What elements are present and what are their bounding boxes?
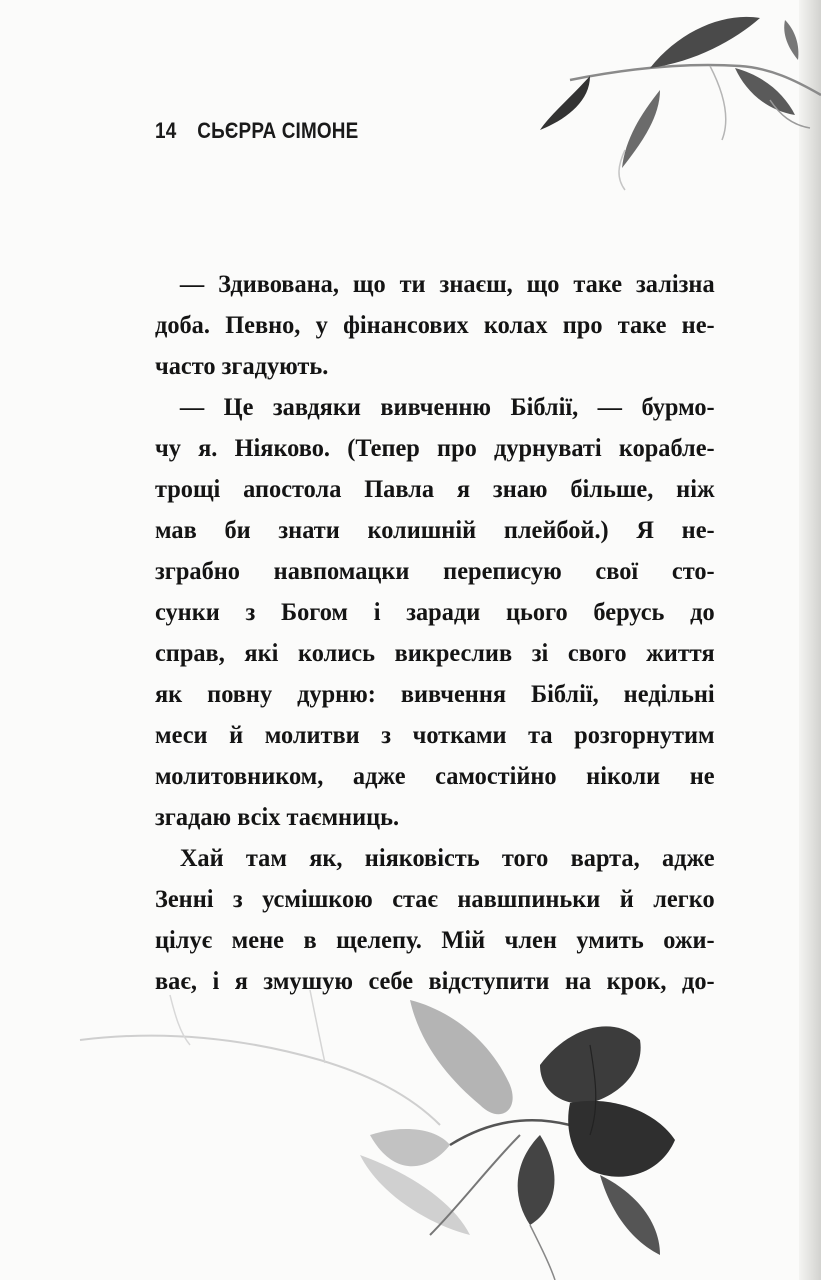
text-line: молитовником, адже самостійно ніколи не — [155, 761, 715, 790]
book-text — [155, 263, 715, 1001]
page-edge-shadow — [799, 0, 821, 1280]
text-line: Хай там як, ніяковість того варта, адже — [179, 843, 715, 872]
running-head — [155, 118, 358, 144]
text-line: чу я. Ніяково. (Тепер про дурнуваті корабле- — [155, 433, 715, 462]
flower-branch-icon — [80, 990, 675, 1280]
top-botanical-illustration — [530, 0, 821, 200]
text-line: — Здивована, що ти знаєш, що таке залізна — [179, 269, 715, 298]
page-number: 14 — [155, 118, 177, 143]
text-line: ває, і я змушую себе відступити на крок, до- — [155, 966, 715, 995]
text-line: Зенні з усмішкою стає навшпиньки й легко — [155, 884, 715, 913]
text-line: — Це завдяки вивченню Біблії, — бурмо- — [179, 392, 715, 421]
text-line: сунки з Богом і заради цього берусь до — [155, 597, 715, 626]
author-name: СЬЄРРА СІМОНЕ — [197, 118, 359, 143]
text-line: зграбно навпомацки переписую свої сто- — [155, 556, 715, 585]
text-line: справ, які колись викреслив зі свого життя — [155, 638, 715, 667]
bottom-botanical-illustration — [70, 985, 710, 1280]
leaf-branch-icon — [540, 17, 821, 190]
text-line: цілує мене в щелепу. Мій член умить ожи- — [155, 925, 715, 954]
text-line: часто згадують. — [155, 351, 329, 380]
text-line: трощі апостола Павла я знаю більше, ніж — [155, 474, 715, 503]
text-line: як повну дурню: вивчення Біблії, недільні — [155, 679, 715, 708]
text-line: згадаю всіх таємниць. — [155, 802, 400, 831]
text-line: доба. Певно, у фінансових колах про таке не- — [155, 310, 715, 339]
text-line: мав би знати колишній плейбой.) Я не- — [155, 515, 715, 544]
text-line: меси й молитви з чотками та розгорнутим — [155, 720, 715, 749]
